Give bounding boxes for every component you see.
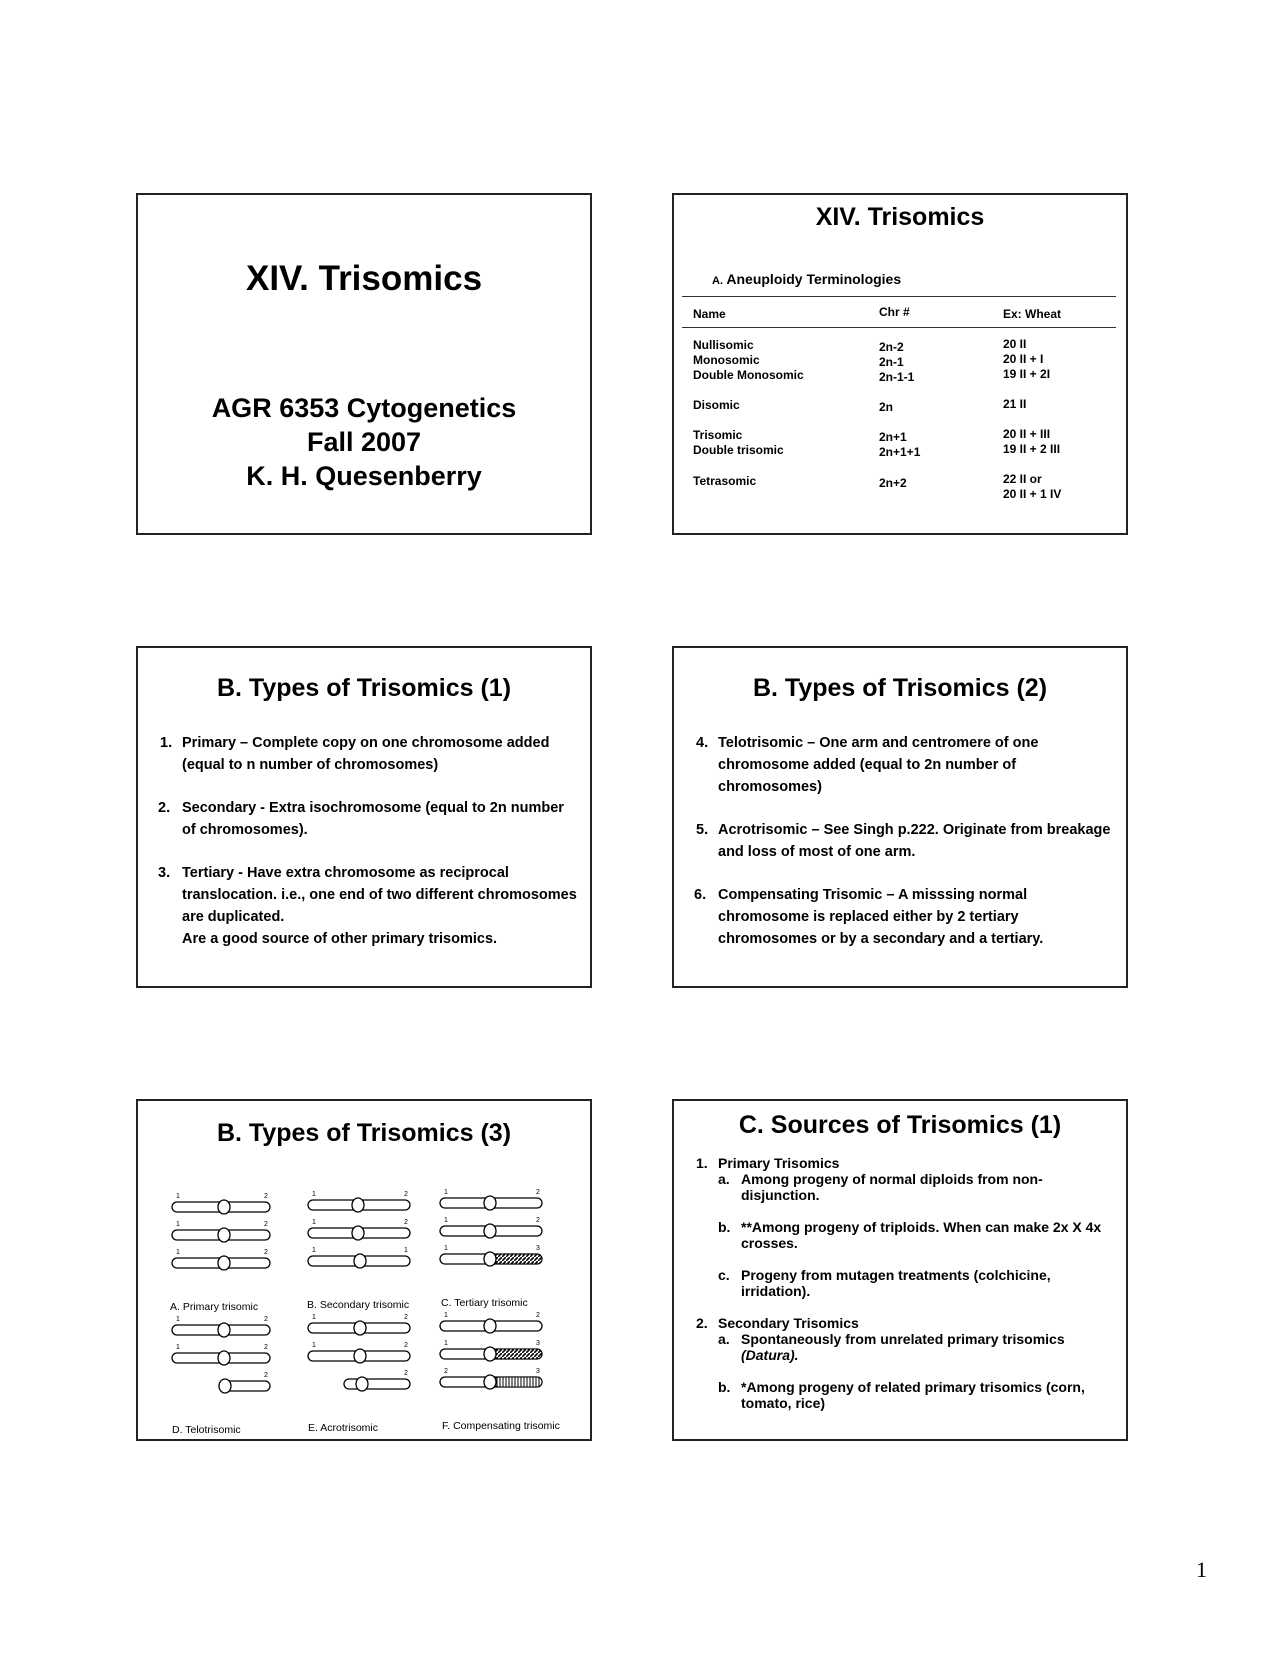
slide-5	[136, 1099, 592, 1441]
section-label	[712, 271, 901, 287]
row-example: 20 II + III	[1003, 427, 1051, 441]
item-number: 1.	[696, 1155, 708, 1171]
chromosome-label: 2	[264, 1193, 268, 1200]
chromosome	[172, 1221, 270, 1242]
row-chr: 2n	[879, 400, 894, 414]
list-item	[694, 732, 1116, 798]
chromosome-label: 1	[312, 1314, 316, 1321]
chromosome-label: 2	[404, 1219, 408, 1226]
sub-item	[718, 1219, 1114, 1251]
table-top-rule	[682, 296, 1116, 297]
sub-text: Progeny from mutagen treatments (colchicine, irridation).	[741, 1267, 1051, 1299]
chromosome-label: 1	[444, 1217, 448, 1224]
item-number: 1.	[160, 735, 173, 751]
section-letter: A.	[712, 275, 723, 287]
sources-list	[696, 1155, 1114, 1411]
chromosome-label: 1	[176, 1221, 180, 1228]
chromosome-label: 2	[264, 1316, 268, 1323]
row-chr: 2n-1	[879, 355, 904, 369]
row-name: Double trisomic	[693, 443, 784, 457]
chromosome-label: 1	[176, 1344, 180, 1351]
chromosome-label: 1	[176, 1249, 180, 1256]
sub-text: *Among progeny of related primary trisomics (corn, tomato, rice)	[741, 1379, 1085, 1411]
slide-4-title: B. Types of Trisomics (2)	[752, 674, 1048, 702]
sub-letter: a.	[718, 1331, 730, 1347]
chromosome-label: 1	[444, 1312, 448, 1319]
item-text: Compensating Trisomic – A misssing normal chromosome is replaced either by 2 tertiary chromosomes or by a secondary and a tertiary.	[718, 887, 1044, 947]
item-text: Secondary - Extra isochromosome (equal to 2n number of chromosomes).	[182, 800, 564, 838]
chromosome-label: 2	[264, 1249, 268, 1256]
item-text: Acrotrisomic – See Singh p.222. Originate from breakage and loss of most of one arm.	[718, 822, 1111, 860]
chromosome	[172, 1193, 270, 1214]
chromosome	[308, 1342, 410, 1363]
chromosome-label: 1	[312, 1247, 316, 1254]
item-number: 5.	[696, 822, 709, 838]
sub-letter: c.	[718, 1267, 730, 1283]
label-telotrisomic: D. Telotrisomic	[172, 1424, 241, 1435]
chromosome-diagrams	[172, 1189, 542, 1393]
chromosome-label: 2	[444, 1368, 448, 1375]
chromosome-label: 1	[404, 1247, 408, 1254]
chromosome	[308, 1219, 410, 1240]
sub-item	[718, 1379, 1114, 1411]
label-acrotrisomic: E. Acrotrisomic	[308, 1422, 379, 1434]
sub-letter: b.	[718, 1379, 731, 1395]
slide-1-subtitle	[138, 391, 590, 493]
chromosome	[440, 1189, 542, 1210]
item-number: 4.	[696, 735, 709, 751]
section-text: Aneuploidy Terminologies	[726, 271, 902, 287]
chromosome-label: 1	[444, 1189, 448, 1196]
chromosome	[308, 1314, 410, 1335]
slide-3	[136, 646, 592, 988]
item-text: Primary – Complete copy on one chromosome added (equal to n number of chromosomes)	[182, 735, 550, 773]
trisomic-types-list-2	[694, 732, 1116, 950]
chromosome	[172, 1344, 270, 1365]
chromosome-label: 1	[312, 1342, 316, 1349]
sub-text: Spontaneously from unrelated primary trisomics	[741, 1331, 1065, 1347]
list-item	[158, 732, 580, 776]
chromosome	[172, 1249, 270, 1270]
list-item	[696, 1155, 1114, 1299]
list-item	[694, 819, 1116, 863]
row-chr: 2n+2	[879, 476, 907, 490]
sub-item	[718, 1267, 1114, 1299]
row-example: 19 II + 2 III	[1003, 442, 1061, 456]
chromosome-label: 1	[444, 1340, 448, 1347]
sub-text-italic: (Datura).	[741, 1347, 799, 1363]
slide-1	[136, 193, 592, 535]
sub-letter: a.	[718, 1171, 730, 1187]
slide-2-title: XIV. Trisomics	[815, 203, 985, 231]
slide-6	[672, 1099, 1128, 1441]
trisomic-types-list	[158, 732, 580, 950]
chromosome-label: 1	[176, 1316, 180, 1323]
item-number: 3.	[158, 865, 171, 881]
chromosome-label: 2	[264, 1344, 268, 1351]
sub-text: **Among progeny of triploids. When can make 2x X 4x crosses.	[741, 1219, 1102, 1251]
item-heading: Primary Trisomics	[718, 1155, 840, 1171]
term: Fall 2007	[306, 427, 422, 457]
list-item	[694, 884, 1116, 950]
course-name: AGR 6353 Cytogenetics	[211, 393, 517, 423]
slide-3-title: B. Types of Trisomics (1)	[216, 674, 512, 702]
table-header-rule	[682, 327, 1116, 328]
item-text: Tertiary - Have extra chromosome as reciprocal translocation. i.e., one end of two different chromosomes are duplicated.	[182, 865, 577, 925]
row-chr: 2n-1-1	[879, 370, 915, 384]
item-number: 2.	[158, 800, 171, 816]
row-chr: 2n-2	[879, 340, 904, 354]
row-example-extra: 20 II + 1 IV	[1003, 487, 1062, 501]
chromosome-label: 3	[536, 1245, 540, 1252]
chromosome-label: 1	[312, 1191, 316, 1198]
chromosome-label: 3	[536, 1340, 540, 1347]
row-example: 20 II	[1003, 337, 1027, 351]
sub-text: Among progeny of normal diploids from non-disjunction.	[741, 1171, 1043, 1203]
row-name: Tetrasomic	[693, 474, 757, 488]
chromosome	[308, 1247, 410, 1268]
chromosome-label: 2	[404, 1191, 408, 1198]
chromosome	[440, 1368, 542, 1389]
chromosome-label: 3	[536, 1368, 540, 1375]
header-example: Ex: Wheat	[1003, 307, 1062, 321]
row-example: 21 II	[1003, 397, 1027, 411]
chromosome-label: 2	[404, 1342, 408, 1349]
slide-5-title: B. Types of Trisomics (3)	[216, 1119, 512, 1147]
sub-item	[718, 1171, 1114, 1203]
chromosome-label: 2	[404, 1370, 408, 1377]
item-number: 2.	[696, 1315, 708, 1331]
chromosome	[440, 1245, 542, 1266]
chromosome	[172, 1316, 270, 1337]
chromosome	[308, 1191, 410, 1212]
item-text: Telotrisomic – One arm and centromere of one chromosome added (equal to 2n number of chromosomes)	[718, 735, 1039, 795]
chromosome-label: 2	[536, 1189, 540, 1196]
chromosome-label: 2	[536, 1312, 540, 1319]
slide-2	[672, 193, 1128, 535]
sub-item	[718, 1331, 1114, 1363]
chromosome-label: 2	[536, 1217, 540, 1224]
item-note: Are a good source of other primary trisomics.	[182, 931, 498, 947]
row-chr: 2n+1+1	[879, 445, 921, 459]
list-item	[696, 1315, 1114, 1411]
header-chr: Chr #	[879, 305, 910, 319]
list-item	[158, 862, 580, 950]
trisomic-types-figure	[166, 1185, 576, 1435]
row-example: 20 II + I	[1003, 352, 1044, 366]
sub-letter: b.	[718, 1219, 731, 1235]
row-name: Double Monosomic	[693, 368, 804, 382]
chromosome-label: 1	[176, 1193, 180, 1200]
chromosome-label: 1	[444, 1245, 448, 1252]
label-compensating-trisomic: F. Compensating trisomic	[442, 1420, 560, 1432]
page-number: 1	[1196, 1557, 1207, 1582]
chromosome-label: 1	[312, 1219, 316, 1226]
chromosome	[440, 1340, 542, 1361]
slide-1-title: XIV. Trisomics	[245, 259, 483, 298]
chromosome	[440, 1312, 542, 1333]
label-primary-trisomic: A. Primary trisomic	[170, 1301, 259, 1313]
item-number: 6.	[694, 887, 707, 903]
row-chr: 2n+1	[879, 430, 907, 444]
row-name: Trisomic	[693, 428, 743, 442]
row-example: 22 II or	[1003, 472, 1042, 486]
row-name: Nullisomic	[693, 338, 754, 352]
chromosome	[440, 1217, 542, 1238]
chromosome-label: 2	[404, 1314, 408, 1321]
slide-6-title: C. Sources of Trisomics (1)	[738, 1111, 1062, 1139]
row-name: Monosomic	[693, 353, 760, 367]
item-heading: Secondary Trisomics	[718, 1315, 859, 1331]
label-tertiary-trisomic: C. Tertiary trisomic	[441, 1297, 528, 1309]
row-name: Disomic	[693, 398, 740, 412]
chromosome	[219, 1372, 270, 1393]
chromosome	[344, 1370, 410, 1391]
slide-4	[672, 646, 1128, 988]
author: K. H. Quesenberry	[246, 461, 482, 491]
chromosome-label: 2	[264, 1221, 268, 1228]
list-item	[158, 797, 580, 841]
chromosome-label: 2	[264, 1372, 268, 1379]
label-secondary-trisomic: B. Secondary trisomic	[307, 1299, 410, 1311]
header-name: Name	[693, 307, 726, 321]
row-example: 19 II + 2I	[1003, 367, 1051, 381]
